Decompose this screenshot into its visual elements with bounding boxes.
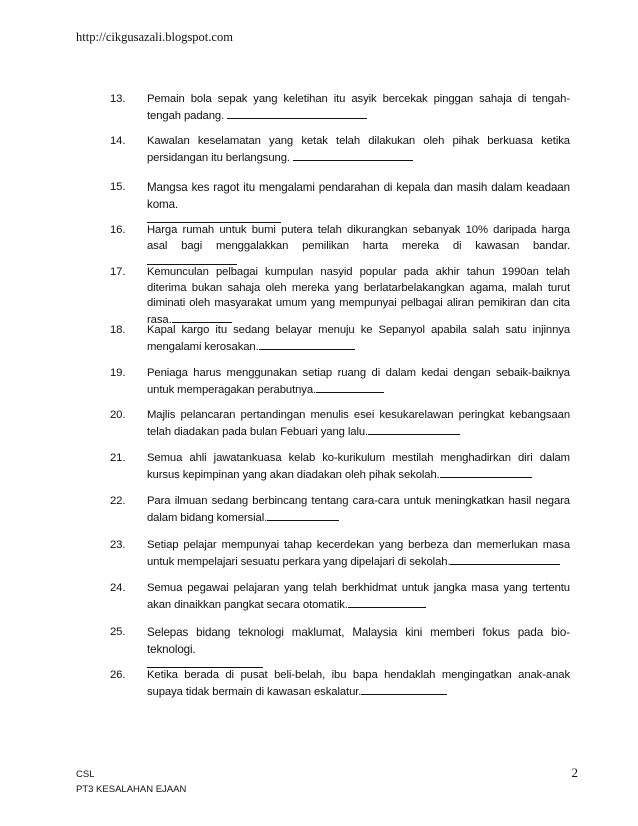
question-item [110, 538, 570, 570]
answer-blank[interactable] [450, 554, 560, 565]
question-text: Pemain bola sepak yang keletihan itu asyik bercekak pinggan sahaja di tengah-tengah padang. [147, 93, 570, 122]
question-text: Peniaga harus menggunakan setiap ruang di dalam kedai dengan sebaik-baiknya untuk memperagakan perabutnya. [147, 367, 570, 396]
question-number: 17. [110, 266, 126, 278]
question-item [110, 366, 570, 398]
question-number: 26. [110, 669, 126, 681]
question-number: 16. [110, 224, 126, 236]
question-text: Semua pegawai pelajaran yang telah berkhidmat untuk jangka masa yang tertentu akan dinaikkan pangkat secara otomatik. [147, 582, 570, 611]
answer-blank[interactable] [293, 150, 413, 161]
answer-blank[interactable] [147, 213, 281, 223]
question-text: Setiap pelajar mempunyai tahap kecerdekan yang berbeza dan memerlukan masa untuk mempelajari sesuatu perkara yang dipelajari di sekolah. [147, 539, 570, 568]
header-url: http://cikgusazali.blogspot.com [76, 30, 233, 44]
answer-blank[interactable] [147, 658, 263, 668]
question-text: Para ilmuan sedang berbincang tentang cara-cara untuk meningkatkan hasil negara dalam bidang komersial. [147, 495, 570, 524]
question-item [110, 494, 570, 526]
question-number: 13. [110, 93, 126, 105]
answer-blank[interactable] [259, 339, 355, 350]
question-number: 22. [110, 495, 126, 507]
question-text: Mangsa kes ragot itu mengalami pendarahan di kepala dan masih dalam keadaan koma. [147, 180, 570, 223]
question-number: 19. [110, 367, 126, 379]
answer-blank[interactable] [316, 382, 384, 393]
question-number: 14. [110, 135, 126, 147]
page-number: 2 [571, 765, 578, 780]
answer-blank[interactable] [147, 254, 237, 265]
question-number: 20. [110, 409, 126, 421]
question-text: Kawalan keselamatan yang ketak telah dilakukan oleh pihak berkuasa ketika persidangan itu berlangsung. [147, 135, 570, 164]
question-text: Majlis pelancaran pertandingan menulis esei kesukarelawan peringkat kebangsaan telah diadakan pada bulan Febuari yang lalu. [147, 409, 570, 438]
footer-label [76, 767, 186, 797]
question-item [110, 92, 570, 124]
question-text: Semua ahli jawatankuasa kelab ko-kurikulum mestilah menghadirkan diri dalam kursus kepimpinan yang akan diadakan oleh pihak sekolah. [147, 452, 570, 481]
question-item [110, 134, 570, 166]
footer-subject: PT3 KESALAHAN EJAAN [76, 784, 187, 795]
answer-blank[interactable] [361, 684, 447, 695]
question-number: 15. [110, 181, 126, 193]
question-item [110, 180, 570, 223]
question-item [110, 408, 570, 440]
answer-blank[interactable] [348, 597, 426, 608]
question-number: 21. [110, 452, 126, 464]
question-item [110, 323, 570, 355]
question-text: Kapal kargo itu sedang belayar menuju ke Sepanyol apabila salah satu injinnya mengalami kerosakan. [147, 324, 570, 353]
question-text: Kemunculan pelbagai kumpulan nasyid popular pada akhir tahun 1990an telah diterima bukan sahaja oleh mereka yang berlatarbelakangkan agama, malah turut diminati oleh masyarakat umum yang mempunyai pelbagai aliran pemikiran dan cita rasa. [147, 266, 570, 326]
question-item [110, 451, 570, 483]
answer-blank[interactable] [227, 108, 367, 119]
answer-blank[interactable] [440, 467, 532, 478]
question-text: Harga rumah untuk bumi putera telah dikurangkan sebanyak 10% daripada harga asal bagi menggalakkan pemilikan harta mereka di kawasan bandar. [147, 223, 570, 271]
question-number: 23. [110, 539, 126, 551]
question-number: 24. [110, 582, 126, 594]
answer-blank[interactable] [172, 312, 232, 323]
question-item [110, 223, 570, 271]
question-item [110, 265, 570, 328]
answer-blank[interactable] [368, 424, 460, 435]
question-number: 25. [110, 626, 126, 638]
question-item [110, 625, 570, 668]
question-item [110, 581, 570, 613]
question-item [110, 668, 570, 700]
answer-blank[interactable] [267, 510, 339, 521]
question-number: 18. [110, 324, 126, 336]
question-text: Ketika berada di pusat beli-belah, ibu bapa hendaklah mengingatkan anak-anak supaya tidak bermain di kawasan eskalatur. [147, 669, 570, 698]
footer-code: CSL [76, 769, 95, 780]
question-text: Selepas bidang teknologi maklumat, Malaysia kini memberi fokus pada bio-teknologi. [147, 625, 570, 668]
